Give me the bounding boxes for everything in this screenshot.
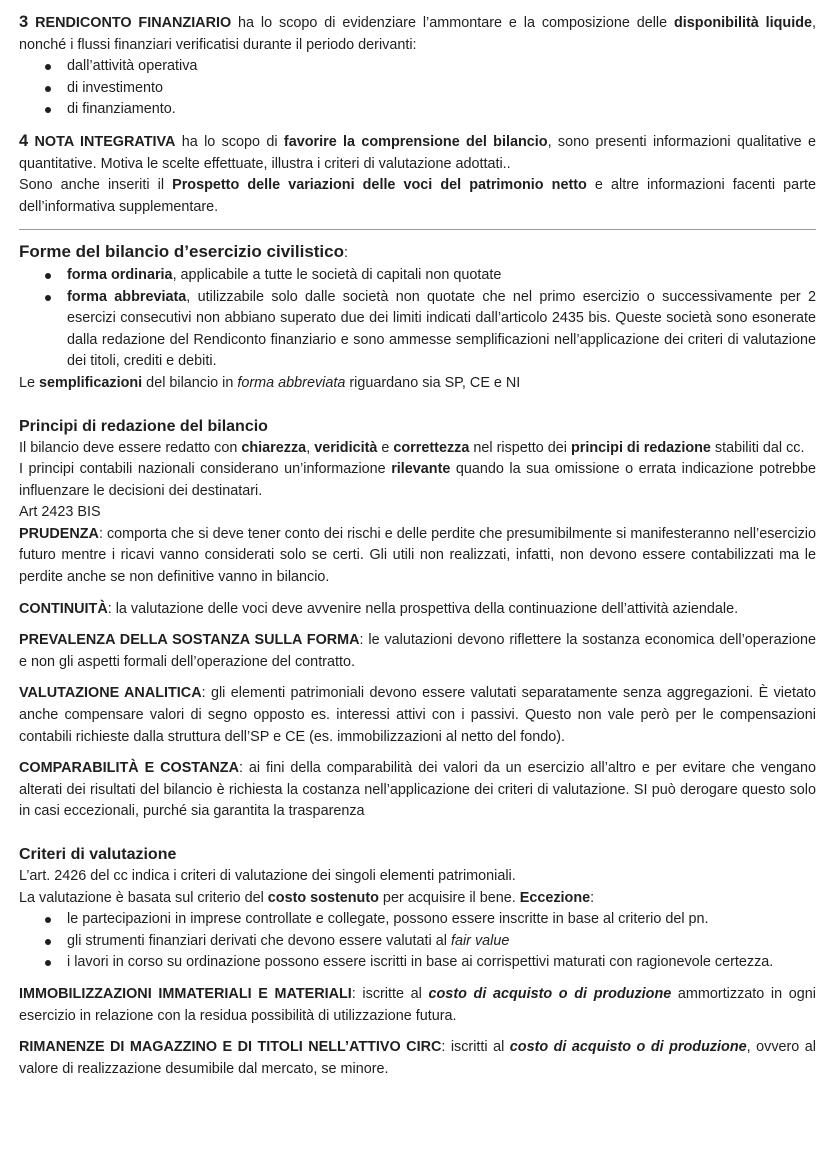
- analitica-paragraph: VALUTAZIONE ANALITICA: gli elementi patrimoniali devono essere valutati separatamente senza aggregazioni. È vietato anche compensare valori di segno opposto es. interessi attivi con i passivi. Questo non vale però per le compensazioni contabili richieste dalla struttura dell’SP e CE (es. immobilizzazioni al netto del fondo).: [19, 685, 816, 745]
- list-item: dall’attività operativa: [19, 56, 816, 78]
- principi-paragraph-1: Il bilancio deve essere redatto con chiarezza, veridicità e correttezza nel rispetto dei principi di redazione stabiliti dal cc.: [19, 439, 805, 456]
- list-item: forma ordinaria, applicabile a tutte le società di capitali non quotate: [19, 265, 816, 287]
- document-page: [19, 12, 816, 1080]
- section-number: 3: [19, 13, 29, 31]
- immobilizzazioni-paragraph: IMMOBILIZZAZIONI IMMATERIALI E MATERIALI: iscritte al costo di acquisto o di produzione ammortizzato in ogni esercizio in relazione con la residua possibilità di utilizzazione futura.: [19, 985, 816, 1024]
- prevalenza-paragraph: PREVALENZA DELLA SOSTANZA SULLA FORMA: le valutazioni devono riflettere la sostanza economica dell’operazione e non gli aspetti formali dell’operazione del contratto.: [19, 632, 816, 670]
- rendiconto-list: [19, 56, 816, 121]
- list-item: i lavori in corso su ordinazione possono essere iscritti in base ai corrispettivi maturati con ragionevole certezza.: [19, 952, 816, 974]
- list-item: le partecipazioni in imprese controllate e collegate, possono essere inscritte in base al criterio del pn.: [19, 909, 816, 931]
- section-number: 4: [19, 131, 29, 150]
- list-item: di finanziamento.: [19, 99, 816, 121]
- criteri-heading: Criteri di valutazione: [19, 846, 177, 863]
- nota-paragraph-2: Sono anche inseriti il Prospetto delle variazioni delle voci del patrimonio netto e altre informazioni facenti parte dell’informativa supplementare.: [19, 177, 816, 215]
- rendiconto-title: RENDICONTO FINANZIARIO: [35, 15, 232, 31]
- comparabilita-paragraph: COMPARABILITÀ E COSTANZA: ai fini della comparabilità dei valori da un esercizio all’altro e per evitare che vengano alterati dei risultati del bilancio è richiesta la costanza nell’applicazione dei criteri di valutazione. SI può derogare questo solo in casi eccezionali, purché sia garantita la trasparenza: [19, 760, 816, 820]
- criteri-list: [19, 909, 816, 974]
- rimanenze-paragraph: RIMANENZE DI MAGAZZINO E DI TITOLI NELL’ATTIVO CIRC: iscritti al costo di acquisto o di produzione, ovvero al valore di realizzazione desumibile dal mercato, se minore.: [19, 1039, 816, 1077]
- nota-title: NOTA INTEGRATIVA: [34, 133, 176, 150]
- criteri-paragraph-2: La valutazione è basata sul criterio del costo sostenuto per acquisire il bene. Eccezione:: [19, 889, 595, 906]
- list-item: di investimento: [19, 78, 816, 100]
- article-reference: Art 2423 BIS: [19, 504, 101, 521]
- semplificazioni-paragraph: Le semplificazioni del bilancio in forma abbreviata riguardano sia SP, CE e NI: [19, 374, 521, 391]
- divider: [19, 229, 816, 230]
- rendiconto-paragraph: 3 RENDICONTO FINANZIARIO ha lo scopo di evidenziare l’ammontare e la composizione delle disponibilità liquide, nonché i flussi finanziari verificatisi durante il periodo derivanti:: [19, 13, 817, 53]
- principi-paragraph-2: I principi contabili nazionali considerano un’informazione rilevante quando la sua omissione o errata indicazione potrebbe influenzare le decisioni dei destinatari.: [19, 461, 816, 499]
- forme-heading: Forme del bilancio d’esercizio civilistico:: [19, 242, 348, 262]
- prudenza-paragraph: PRUDENZA: comporta che si deve tener conto dei rischi e delle perdite che presumibilmente si manifesteranno nell’esercizio futuro mentre i ricavi vanno considerati solo se certi. Gli utili non realizzati, infatti, non devono essere contabilizzati ma le perdite anche se non definitive vanno in bilancio.: [19, 525, 816, 586]
- forme-list: [19, 265, 816, 373]
- criteri-paragraph-1: L’art. 2426 del cc indica i criteri di valutazione dei singoli elementi patrimoniali.: [19, 868, 516, 884]
- list-item: gli strumenti finanziari derivati che devono essere valutati al fair value: [19, 931, 816, 953]
- principi-heading: Principi di redazione del bilancio: [19, 417, 268, 435]
- continuita-paragraph: CONTINUITÀ: la valutazione delle voci deve avvenire nella prospettiva della continuazione dell’attività aziendale.: [19, 600, 739, 617]
- nota-paragraph: 4 NOTA INTEGRATIVA ha lo scopo di favorire la comprensione del bilancio, sono presenti informazioni qualitative e quantitative. Motiva le scelte effettuate, illustra i criteri di valutazione adottati..: [19, 131, 817, 172]
- list-item: forma abbreviata, utilizzabile solo dalle società non quotate che nel primo esercizio o successivamente per 2 esercizi consecutivi non abbiano superato due dei limiti indicati dall’articolo 2435 bis. Queste società sono esonerate dalla redazione del Rendiconto finanziario e sono ammesse semplificazioni nell’applicazione dei criteri di valutazione dei titoli, crediti e debiti.: [19, 287, 816, 373]
